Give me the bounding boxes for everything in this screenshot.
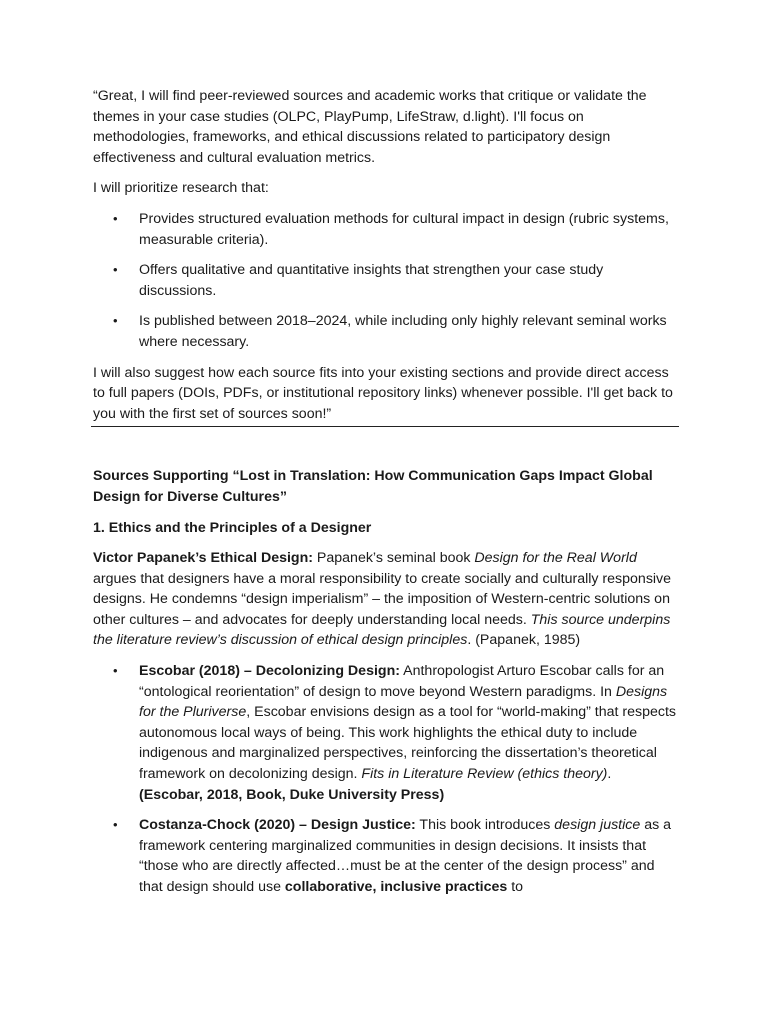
papanek-citation: . (Papanek, 1985): [467, 632, 581, 649]
costanza-lead: Costanza-Chock (2020) – Design Justice:: [139, 817, 416, 834]
papanek-text-1: Papanek’s seminal book: [312, 550, 475, 567]
sources-list: [93, 661, 677, 898]
bullet-glyph: •: [113, 210, 118, 226]
escobar-book-title: Designs for the Pluriverse: [139, 683, 668, 721]
costanza-text-2: as a framework centering marginalized communities in design decisions. It insists that “those who are directly affected…must be at the center of the design process” and that design should use: [139, 817, 672, 895]
papanek-text-2: argues that designers have a moral responsibility to create socially and culturally responsive designs. He condemns “design imperialism” – the imposition of Western-centric solutions on other cultures – and advocates for deeply understanding local needs.: [93, 570, 672, 628]
escobar-lead: Escobar (2018) – Decolonizing Design:: [139, 663, 400, 680]
list-item-text: Provides structured evaluation methods for cultural impact in design (rubric systems, measurable criteria).: [139, 210, 669, 248]
escobar-separator: .: [607, 766, 612, 783]
costanza-bold: collaborative, inclusive practices: [284, 879, 508, 895]
escobar-citation: (Escobar, 2018, Book, Duke University Press): [139, 786, 445, 803]
section-heading: Sources Supporting “Lost in Translation: How Communication Gaps Impact Global Design for Diverse Cultures”: [93, 468, 653, 505]
section-subheading: 1. Ethics and the Principles of a Designer: [93, 519, 372, 536]
list-item: [93, 311, 677, 352]
priority-intro: I will prioritize research that:: [93, 180, 269, 197]
papanek-note: This source underpins the literature review’s discussion of ethical design principles: [93, 611, 671, 649]
priority-list: [93, 209, 677, 353]
bullet-glyph: •: [113, 313, 118, 329]
intro-paragraph: “Great, I will find peer-reviewed sources and academic works that critique or validate the themes in your case studies (OLPC, PlayPump, LifeStraw, d.light). I'll focus on methodologies, frameworks, and ethical discussions related to participatory design effectiveness and cultural evaluation metrics.: [93, 88, 647, 166]
document-body: [93, 86, 677, 908]
bullet-glyph: •: [113, 817, 118, 833]
list-item-text: Is published between 2018–2024, while including only highly relevant seminal works where necessary.: [139, 313, 667, 350]
bullet-glyph: •: [113, 262, 118, 278]
escobar-text-2: , Escobar envisions design as a tool for “world-making” that respects autonomous local ways of being. This work highlights the ethical duty to include indigenous and marginalized perspectives, reinforcing the dissertation’s theoretical framework on decolonizing design.: [139, 704, 677, 783]
list-item-text: Offers qualitative and quantitative insights that strengthen your case study discussions.: [139, 262, 604, 299]
papanek-paragraph: [93, 548, 677, 651]
papanek-lead: Victor Papanek’s Ethical Design:: [93, 550, 313, 567]
list-item: [93, 661, 677, 805]
list-item: [93, 815, 677, 897]
costanza-text-3: to: [507, 879, 524, 895]
papanek-book-title: Design for the Real World: [474, 550, 637, 567]
costanza-term: design justice: [554, 817, 641, 834]
list-item: [93, 260, 677, 301]
list-item: [93, 209, 677, 250]
costanza-text-1: This book introduces: [415, 817, 555, 834]
escobar-fits: Fits in Literature Review (ethics theory): [361, 766, 608, 783]
bullet-glyph: •: [113, 663, 118, 679]
escobar-text-1: Anthropologist Arturo Escobar calls for an “ontological reorientation” of design to move beyond Western paradigms. In: [139, 663, 665, 700]
closing-paragraph: I will also suggest how each source fits into your existing sections and provide direct access to full papers (DOIs, PDFs, or institutional repository links) whenever possible. I'll get back to you with the first set of sources soon!”: [93, 364, 673, 422]
